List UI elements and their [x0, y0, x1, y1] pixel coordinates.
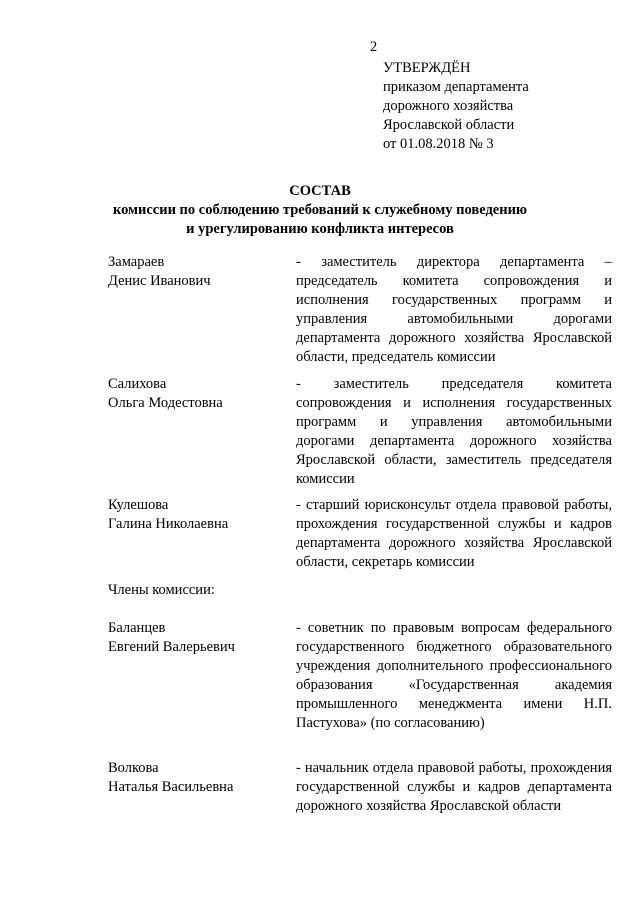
title-line: комиссии по соблюдению требований к служебному поведению [112, 202, 528, 218]
approval-line: Ярославской области [383, 117, 515, 133]
member-surname: Кулешова [108, 497, 169, 513]
approval-line: дорожного хозяйства [383, 98, 514, 114]
member-name [108, 496, 288, 534]
approval-line: приказом департамента [383, 79, 529, 95]
member-name [108, 759, 288, 797]
member-given-name: Галина Николаевна [108, 516, 229, 532]
member-role: - советник по правовым вопросам федерального государственного бюджетного образовательного учреждения дополнительного профессионального образования «Государственная академия промышленного менеджмента имени Н.П. Пастухова» (по согласованию) [296, 620, 612, 731]
approval-date-line: от 01.08.2018 № 3 [383, 136, 494, 152]
member-role: - старший юрисконсульт отдела правовой работы, прохождения государственной службы и кадров департамента дорожного хозяйства Ярославской области, секретарь комиссии [296, 497, 612, 570]
member-role: - заместитель директора департамента – председатель комитета сопровождения и исполнения государственных программ и управления автомобильными дорогами департамента дорожного хозяйства Ярославской области, председатель комиссии [296, 254, 612, 365]
member-name [108, 375, 288, 413]
title-main: СОСТАВ [289, 183, 351, 199]
approval-stamp [383, 59, 529, 154]
member-given-name: Евгений Валерьевич [108, 639, 235, 655]
page-number: 2 [370, 39, 378, 55]
member-role: - начальник отдела правовой работы, прохождения государственной службы и кадров департамента дорожного хозяйства Ярославской области [296, 760, 612, 814]
document-title [100, 182, 540, 239]
member-given-name: Денис Иванович [108, 273, 211, 289]
member-surname: Волкова [108, 760, 159, 776]
member-surname: Салихова [108, 376, 167, 392]
member-role: - заместитель председателя комитета сопровождения и исполнения государственных программ и управления автомобильными дорогами департамента дорожного хозяйства Ярославской области, заместитель председателя комиссии [296, 376, 612, 487]
member-name [108, 253, 288, 291]
approval-heading: УТВЕРЖДЁН [383, 60, 471, 76]
member-name [108, 619, 288, 657]
member-given-name: Наталья Васильевна [108, 779, 234, 795]
member-surname: Замараев [108, 254, 165, 270]
member-given-name: Ольга Модестовна [108, 395, 223, 411]
member-surname: Баланцев [108, 620, 166, 636]
title-line: и урегулированию конфликта интересов [186, 221, 454, 237]
members-section-label: Члены комиссии: [108, 582, 215, 598]
